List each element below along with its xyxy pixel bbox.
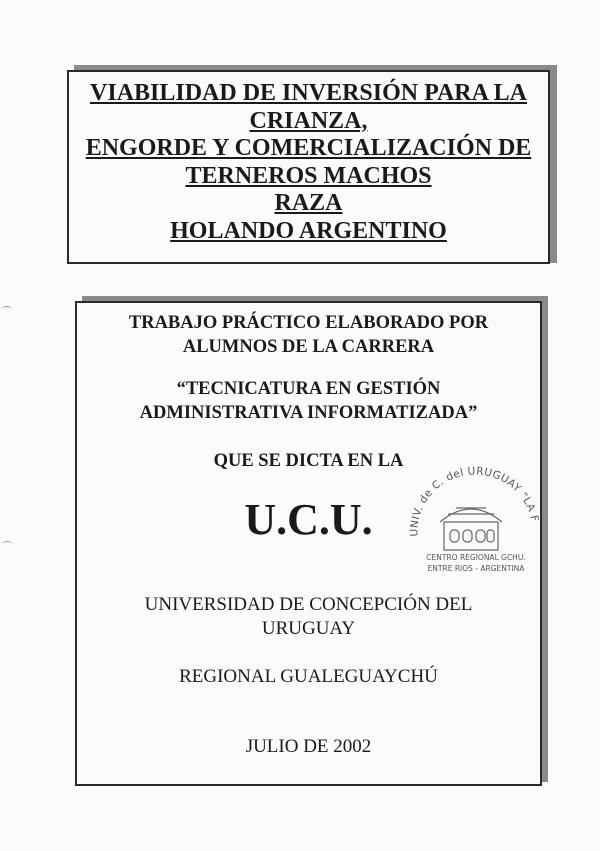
career-name xyxy=(77,377,540,425)
punch-hole-mark xyxy=(2,306,12,312)
university-acronym: U.C.U. xyxy=(244,495,373,544)
title-line-5: RAZA xyxy=(274,190,343,216)
stamp-graphic xyxy=(396,452,546,582)
date-text: JULIO DE 2002 xyxy=(245,736,372,757)
worked-by-line-1: TRABAJO PRÁCTICO ELABORADO POR xyxy=(128,313,489,333)
title-line-2: CRIANZA, xyxy=(249,107,368,134)
stamp-line-2: ENTRE RIOS - ARGENTINA xyxy=(427,564,525,573)
university-name xyxy=(77,593,540,641)
title-line-6: HOLANDO ARGENTINO xyxy=(170,217,447,244)
worked-by-line-2: ALUMNOS DE LA CARRERA xyxy=(182,337,435,357)
worked-by-text xyxy=(77,311,540,359)
title-box xyxy=(67,70,550,264)
taught-in-text: QUE SE DICTA EN LA xyxy=(213,451,404,471)
career-line-2: ADMINISTRATIVA INFORMATIZADA” xyxy=(139,403,478,423)
career-line-1: “TECNICATURA EN GESTIÓN xyxy=(176,379,441,399)
stamp-arc-text: UNIV. de C. del URUGUAY “LA F xyxy=(408,465,541,537)
university-line-2: URUGUAY xyxy=(261,618,356,639)
stamp-line-1: CENTRO REGIONAL GCHU. xyxy=(426,553,526,562)
title-line-4: TERNEROS MACHOS xyxy=(185,162,432,189)
regional-name: REGIONAL GUALEGUAYCHÚ xyxy=(179,666,438,687)
title-line-3: ENGORDE Y COMERCIALIZACIÓN DE xyxy=(85,135,532,161)
university-stamp xyxy=(396,452,546,582)
title-line-1: VIABILIDAD DE INVERSIÓN PARA LA xyxy=(90,80,527,106)
building-icon xyxy=(440,508,502,550)
punch-hole-mark xyxy=(2,541,12,547)
university-line-1: UNIVERSIDAD DE CONCEPCIÓN DEL xyxy=(144,594,473,615)
svg-text:UNIV. de C. del URUGUAY “LA FR xyxy=(396,452,541,537)
